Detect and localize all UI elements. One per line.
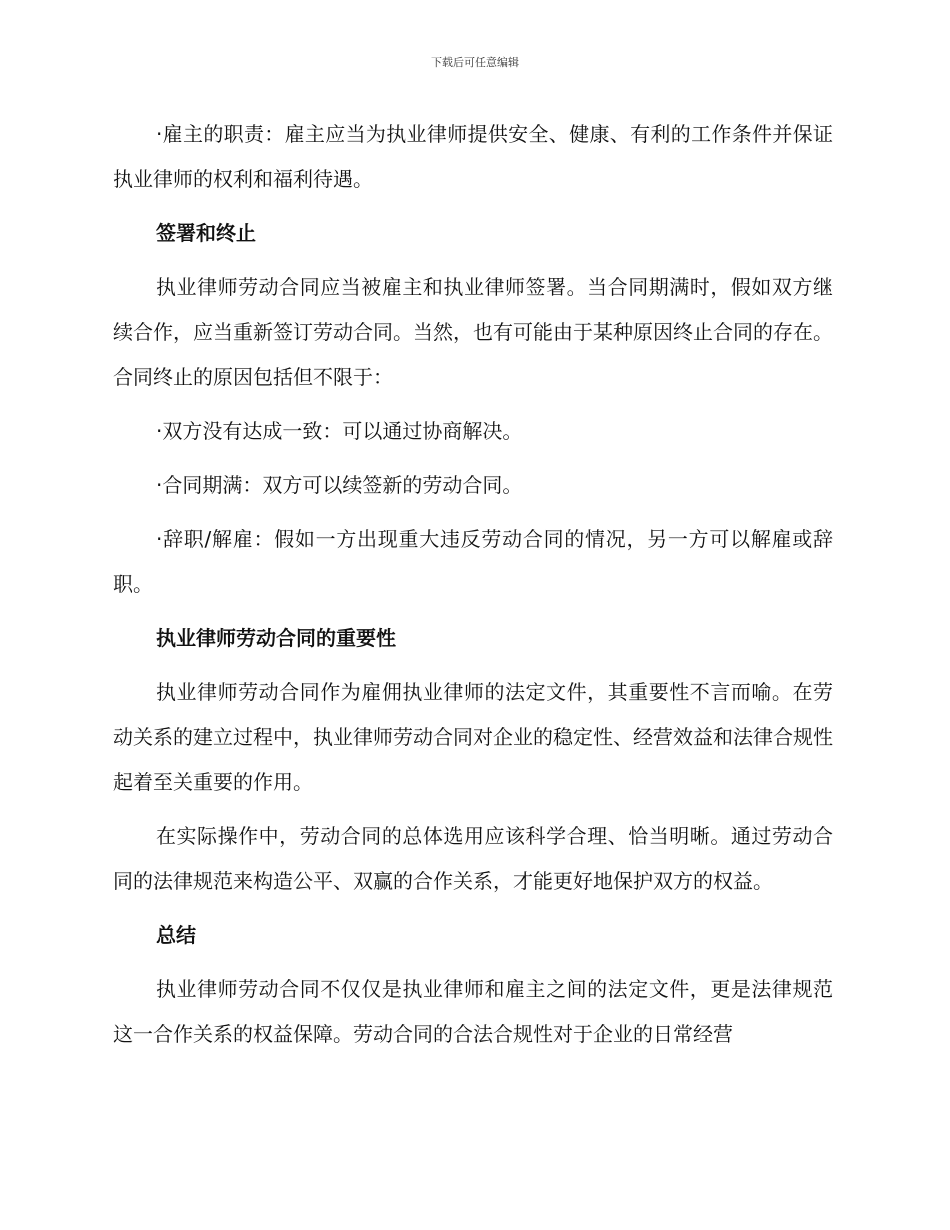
paragraph-employer-duties: ·雇主的职责：雇主应当为执业律师提供安全、健康、有利的工作条件并保证执业律师的权利和福利待遇。 — [113, 122, 833, 191]
section-heading-importance: 执业律师劳动合同的重要性 — [156, 626, 396, 650]
list-item-no-agreement: ·双方没有达成一致：可以通过协商解决。 — [156, 419, 523, 443]
page-header: 下载后可任意编辑 — [431, 56, 519, 69]
paragraph-signing: 执业律师劳动合同应当被雇主和执业律师签署。当合同期满时，假如双方继续合作，应当重新签订劳动合同。当然，也有可能由于某种原因终止合同的存在。合同终止的原因包括但不限于： — [113, 275, 833, 389]
section-heading-summary: 总结 — [156, 923, 196, 947]
document-body — [113, 112, 833, 1066]
paragraph-summary: 执业律师劳动合同不仅仅是执业律师和雇主之间的法定文件，更是法律规范这一合作关系的权益保障。劳动合同的合法合规性对于企业的日常经营 — [113, 977, 833, 1046]
list-item-resign-dismiss: ·辞职/解雇：假如一方出现重大违反劳动合同的情况，另一方可以解雇或辞职。 — [113, 527, 833, 596]
paragraph-importance-1: 执业律师劳动合同作为雇佣执业律师的法定文件，其重要性不言而喻。在劳动关系的建立过程中，执业律师劳动合同对企业的稳定性、经营效益和法律合规性起着至关重要的作用。 — [113, 680, 833, 794]
list-item-contract-expiry: ·合同期满：双方可以续签新的劳动合同。 — [156, 473, 523, 497]
paragraph-importance-2: 在实际操作中，劳动合同的总体选用应该科学合理、恰当明晰。通过劳动合同的法律规范来构造公平、双赢的合作关系，才能更好地保护双方的权益。 — [113, 824, 833, 893]
section-heading-signing-termination: 签署和终止 — [156, 221, 256, 245]
